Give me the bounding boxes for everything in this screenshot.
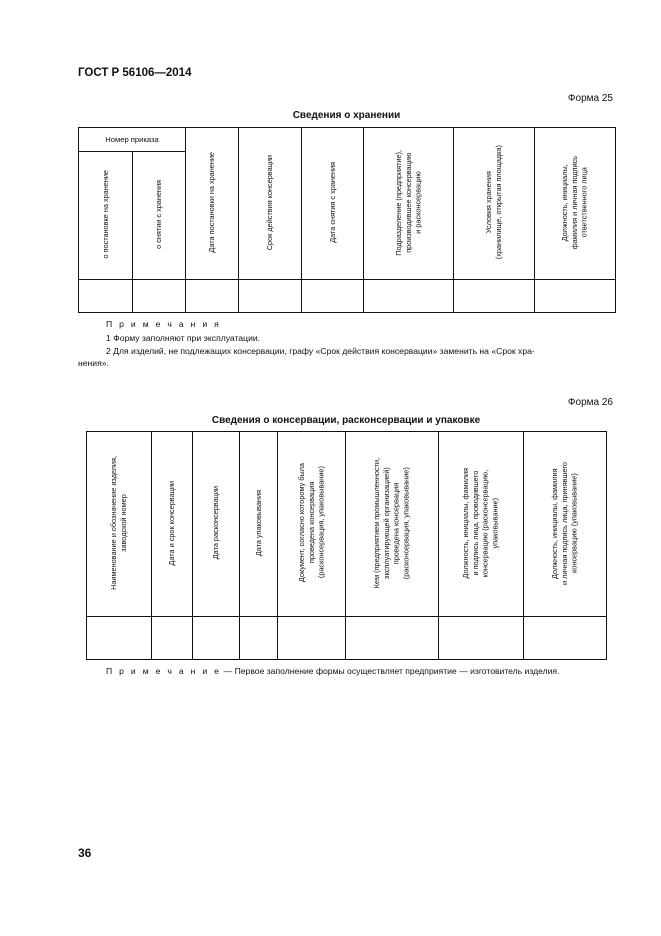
table-cell[interactable] [240, 617, 278, 660]
table-cell[interactable] [454, 280, 535, 313]
table-cell[interactable] [364, 280, 454, 313]
form-26-note [106, 665, 559, 678]
column-header-text: Должность, инициалы, фамилия и подпись лица, проводившего консервацию (расконсервацию, упаковывание) [461, 467, 500, 579]
column-header [193, 432, 240, 617]
column-header-text: Дата расконсервации [211, 486, 221, 560]
form-26-label: Форма 26 [567, 397, 613, 408]
column-header-text: Условия хранения (хранилище, открытая площадка) [484, 145, 503, 260]
notes-heading: П р и м е ч а н и я [106, 319, 222, 329]
column-header [535, 128, 616, 280]
form-26-note-text: — Первое заполнение формы осуществляет предприятие — изготовитель изделия. [221, 666, 560, 676]
column-header-text: Дата упаковывания [253, 489, 263, 557]
table-cell[interactable] [193, 617, 240, 660]
column-header [152, 432, 193, 617]
standard-designation: ГОСТ Р 56106—2014 [78, 67, 192, 79]
column-header [240, 432, 278, 617]
column-header [346, 432, 439, 617]
column-header-text: Дата и срок консервации [167, 480, 177, 566]
column-header [87, 432, 152, 617]
page-number: 36 [78, 846, 92, 860]
form-25-label: Форма 25 [567, 93, 613, 104]
column-header [278, 432, 346, 617]
column-header [302, 128, 364, 280]
column-header [364, 128, 454, 280]
form-25-title: Сведения о хранении [292, 110, 401, 121]
table-cell[interactable] [278, 617, 346, 660]
column-header [186, 128, 239, 280]
table-cell[interactable] [152, 617, 193, 660]
order-number-header: Номер приказа [79, 128, 186, 152]
table-cell[interactable] [87, 617, 152, 660]
form-26-title: Сведения о консервации, расконсервации и упаковке [211, 415, 481, 426]
column-header-text: Документ, согласно которому была проведена консервация (расконсервация, упаковывание) [296, 463, 326, 583]
column-header [454, 128, 535, 280]
column-header-text: Наименование и обозначение изделия, заводской номер [109, 456, 128, 590]
note-2: 2 Для изделий, не подлежащих консервации, графу «Срок действия консервации» заменить на «Срок хра- [106, 346, 535, 356]
storage-table [78, 127, 616, 313]
column-header-text: Подразделение (предприятие), производившее консервацию и расконсервацию [393, 149, 423, 256]
table-row [79, 280, 616, 313]
table-cell[interactable] [133, 280, 186, 313]
column-header-text: Должность, инициалы, фамилия и личная подпись ответственного лица [560, 155, 589, 250]
table-cell[interactable] [535, 280, 616, 313]
column-header [79, 152, 133, 280]
table-cell[interactable] [302, 280, 364, 313]
table-cell[interactable] [239, 280, 302, 313]
column-header-text: Дата снятия с хранения [327, 162, 337, 243]
column-header-text: о снятии с хранения [154, 180, 164, 249]
table-cell[interactable] [346, 617, 439, 660]
table-cell[interactable] [524, 617, 607, 660]
table-cell[interactable] [186, 280, 239, 313]
form-26-note-heading: П р и м е ч а н и е [106, 666, 222, 676]
column-header-text: Срок действия консервации [265, 154, 275, 251]
table-row [87, 617, 607, 660]
column-header [239, 128, 302, 280]
table-cell[interactable] [439, 617, 524, 660]
column-header-text: Должность, инициалы, фамилия и личная подпись лица, принявшего консервацию (упаковывание) [550, 461, 579, 585]
column-header [524, 432, 607, 617]
table-cell[interactable] [79, 280, 133, 313]
conservation-table [86, 431, 607, 660]
column-header [439, 432, 524, 617]
column-header [133, 152, 186, 280]
column-header-text: Кем (предприятием промышленности, эксплуатирующей организацией) проведена консервация (расконсервация, упаковывание) [372, 457, 411, 589]
note-1: 1 Форму заполняют при эксплуатации. [106, 333, 261, 343]
column-header-text: Дата постановки на хранение [207, 152, 217, 253]
note-2-continuation: нения». [78, 358, 109, 368]
column-header-text: о постановке на хранение [100, 170, 110, 259]
